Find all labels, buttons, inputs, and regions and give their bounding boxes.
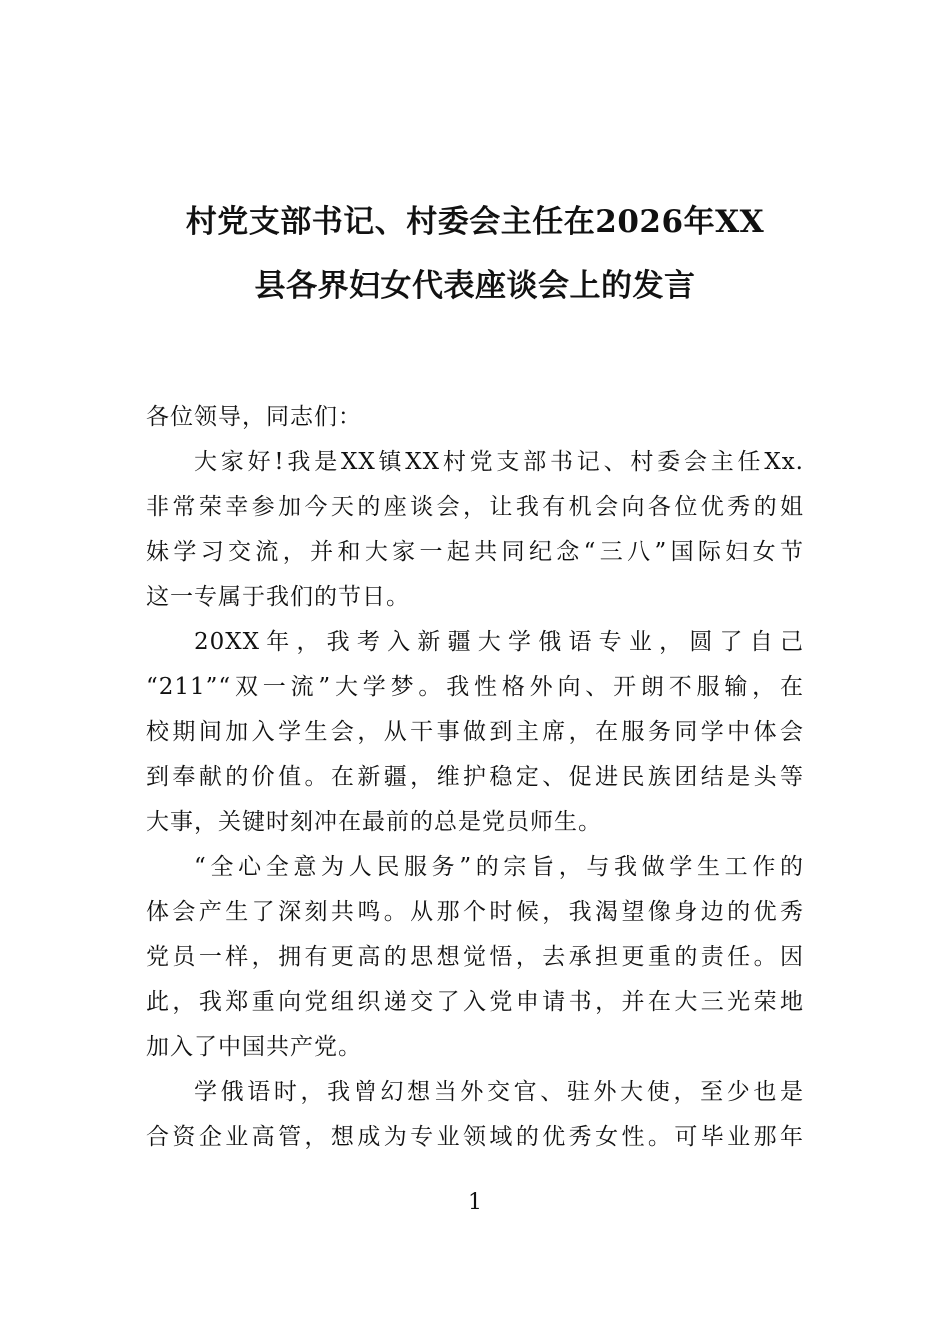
- salutation: 各位领导，同志们：: [146, 404, 362, 430]
- text-line: 加入了中国共产党。: [146, 1034, 362, 1060]
- text-line: 合资企业高管，想成为专业领域的优秀女性。可毕业那年: [146, 1124, 804, 1150]
- page-number: 1: [468, 1190, 482, 1215]
- document-title: [146, 190, 804, 318]
- text-line: 20XX年，我考入新疆大学俄语专业，圆了自己: [194, 629, 804, 655]
- text-line: “211”“双一流”大学梦。我性格外向、开朗不服输，在: [146, 674, 804, 700]
- text-line: “全心全意为人民服务”的宗旨，与我做学生工作的: [194, 854, 804, 880]
- text-line: 这一专属于我们的节日。: [146, 584, 410, 610]
- text-line: 大家好!我是XX镇XX村党支部书记、村委会主任Xx.: [194, 449, 804, 475]
- title-line: 村党支部书记、村委会主任在2026年XX: [185, 204, 765, 240]
- document-body: [146, 395, 804, 1160]
- text-line: 非常荣幸参加今天的座谈会，让我有机会向各位优秀的姐: [146, 494, 804, 520]
- text-line: 校期间加入学生会，从干事做到主席，在服务同学中体会: [146, 719, 804, 745]
- text-line: 学俄语时，我曾幻想当外交官、驻外大使，至少也是: [194, 1079, 804, 1105]
- text-line: 党员一样，拥有更高的思想觉悟，去承担更重的责任。因: [146, 944, 804, 970]
- text-line: 到奉献的价值。在新疆，维护稳定、促进民族团结是头等: [146, 764, 804, 790]
- text-line: 此，我郑重向党组织递交了入党申请书，并在大三光荣地: [146, 989, 804, 1015]
- text-line: 体会产生了深刻共鸣。从那个时候，我渴望像身边的优秀: [146, 899, 804, 925]
- text-line: 妹学习交流，并和大家一起共同纪念“三八”国际妇女节: [146, 539, 804, 565]
- title-line: 县各界妇女代表座谈会上的发言: [254, 268, 696, 304]
- text-line: 大事，关键时刻冲在最前的总是党员师生。: [146, 809, 602, 835]
